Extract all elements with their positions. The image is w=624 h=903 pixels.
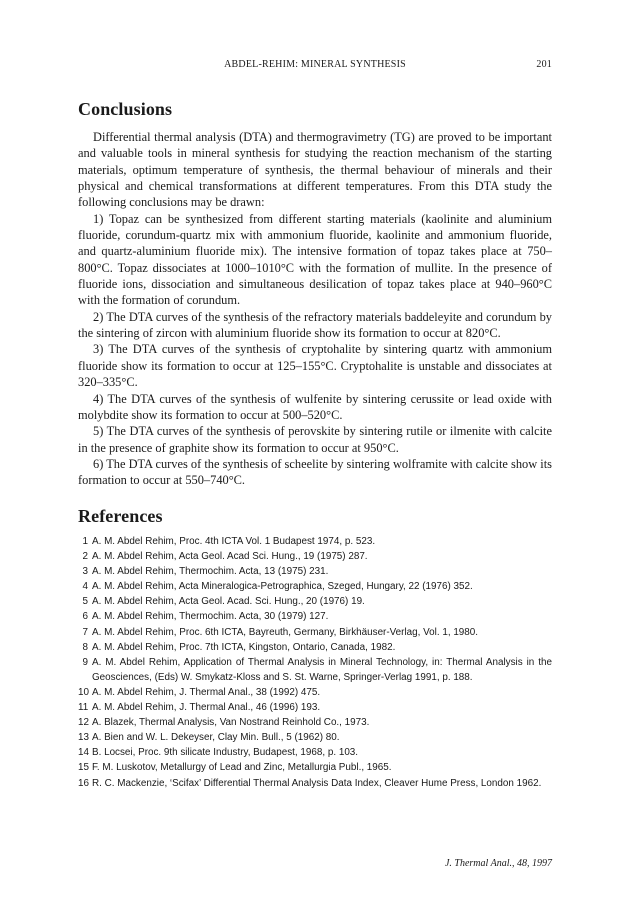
page-number: 201 (536, 59, 552, 70)
reference-number: 10 (78, 686, 89, 698)
reference-text: A. M. Abdel Rehim, J. Thermal Anal., 46 (1996) 193. (92, 702, 321, 714)
reference-text: A. M. Abdel Rehim, Proc. 6th ICTA, Bayreuth, Germany, Birkhäuser-Verlag, Vol. 1, 1980. (92, 626, 479, 638)
conclusions-paragraph: 1) Topaz can be synthesized from different starting materials (kaolinite and aluminium fluoride, corundum-quartz mix with ammonium fluoride, kaolinite and ammonium fluoride, and quartz-aluminium fluoride mix). The intensive formation of topaz takes place at 750–800°C. Topaz dissociates at 1000–1010°C with the formation of mullite. In the presence of fluoride ions, dissociation and simultaneous desilication of topaz takes place at 940–960°C with the formation of corundum. (78, 211, 552, 308)
conclusions-paragraph: 6) The DTA curves of the synthesis of scheelite by sintering wolframite with calcite show its formation to occur at 550–740°C. (78, 456, 552, 488)
reference-text: A. M. Abdel Rehim, Acta Mineralogica-Petrographica, Szeged, Hungary, 22 (1976) 352. (92, 581, 473, 593)
reference-number: 5 (82, 596, 88, 608)
reference-text: A. M. Abdel Rehim, Thermochim. Acta, 30 (1979) 127. (92, 611, 329, 623)
reference-text: A. M. Abdel Rehim, Acta Geol. Acad. Sci. Hung., 20 (1976) 19. (92, 596, 365, 608)
conclusions-paragraph: Differential thermal analysis (DTA) and thermogravimetry (TG) are proved to be important and valuable tools in mineral synthesis for studying the reaction mechanism of the starting materials, optimum temperature of synthesis, the thermal behaviour of minerals and their physical and chemical transformations at different temperatures. From this DTA study the following conclusions may be drawn: (78, 130, 552, 210)
conclusions-paragraph: 2) The DTA curves of the synthesis of the refractory materials baddeleyite and corundum by the sintering of zircon with aluminium fluoride show its formation to occur at 820°C. (78, 309, 552, 341)
reference-text: A. Bien and W. L. Dekeyser, Clay Min. Bull., 5 (1962) 80. (92, 732, 340, 744)
reference-text: R. C. Mackenzie, ‘Scifax’ Differential Thermal Analysis Data Index, Cleaver Hume Press, London 1962. (92, 777, 542, 789)
reference-number: 13 (78, 732, 89, 744)
reference-number: 7 (82, 626, 88, 638)
reference-text: A. M. Abdel Rehim, Acta Geol. Acad Sci. Hung., 19 (1975) 287. (92, 551, 368, 563)
reference-number: 9 (82, 656, 88, 668)
reference-text: B. Locsei, Proc. 9th silicate Industry, Budapest, 1968, p. 103. (92, 747, 359, 759)
conclusions-paragraph: 5) The DTA curves of the synthesis of perovskite by sintering rutile or ilmenite with calcite in the presence of graphite show its formation to occur at 950°C. (78, 424, 552, 455)
reference-item (78, 609, 552, 624)
reference-item (78, 730, 552, 745)
reference-number: 6 (82, 611, 88, 623)
reference-item (78, 685, 552, 700)
reference-number: 15 (78, 762, 89, 774)
reference-item (78, 745, 552, 760)
reference-text: A. M. Abdel Rehim, J. Thermal Anal., 38 (1992) 475. (92, 686, 321, 698)
reference-number: 14 (78, 747, 89, 759)
reference-text: A. M. Abdel Rehim, Proc. 7th ICTA, Kingston, Ontario, Canada, 1982. (92, 641, 396, 653)
conclusions-paragraph: 4) The DTA curves of the synthesis of wulfenite by sintering cerussite or lead oxide with molybdite show its formation to occur at 500–520°C. (78, 391, 552, 422)
reference-item (78, 655, 552, 685)
conclusions-paragraph: 3) The DTA curves of the synthesis of cryptohalite by sintering quartz with ammonium fluoride show its formation to occur at 125–155°C. Cryptohalite is unstable and dissociates at 320–335°C. (78, 342, 552, 390)
reference-number: 2 (82, 551, 88, 563)
reference-item (78, 549, 552, 564)
conclusions-body (78, 129, 552, 489)
reference-item (78, 594, 552, 609)
reference-text: F. M. Luskotov, Metallurgy of Lead and Zinc, Metallurgia Publ., 1965. (92, 762, 392, 774)
reference-number: 12 (78, 717, 89, 729)
running-title: ABDEL-REHIM: MINERAL SYNTHESIS (224, 59, 406, 70)
reference-number: 1 (82, 536, 88, 547)
reference-text: A. M. Abdel Rehim, Application of Thermal Analysis in Mineral Technology, in: Thermal Analysis in the Geosciences, (Eds) W. Smykatz-Kloss and S. St. Warne, Springer-Verlag 1991, p. 188. (92, 656, 552, 683)
reference-item (78, 760, 552, 775)
conclusions-heading: Conclusions (78, 99, 173, 119)
reference-item (78, 564, 552, 579)
reference-number: 4 (82, 581, 88, 593)
reference-item (78, 579, 552, 594)
reference-number: 11 (78, 702, 89, 714)
reference-number: 3 (82, 566, 88, 578)
reference-number: 16 (78, 777, 89, 789)
reference-item (78, 640, 552, 655)
reference-item (78, 715, 552, 730)
reference-number: 8 (82, 641, 88, 653)
reference-item (78, 625, 552, 640)
reference-item (78, 700, 552, 715)
reference-list (78, 534, 552, 791)
reference-text: A. M. Abdel Rehim, Thermochim. Acta, 13 (1975) 231. (92, 566, 329, 578)
reference-item (78, 776, 552, 791)
reference-text: A. Blazek, Thermal Analysis, Van Nostrand Reinhold Co., 1973. (92, 717, 370, 729)
reference-text: A. M. Abdel Rehim, Proc. 4th ICTA Vol. 1 Budapest 1974, p. 523. (92, 536, 376, 547)
references-heading: References (78, 506, 163, 526)
journal-footer: J. Thermal Anal., 48, 1997 (444, 858, 552, 869)
reference-item (78, 534, 552, 549)
